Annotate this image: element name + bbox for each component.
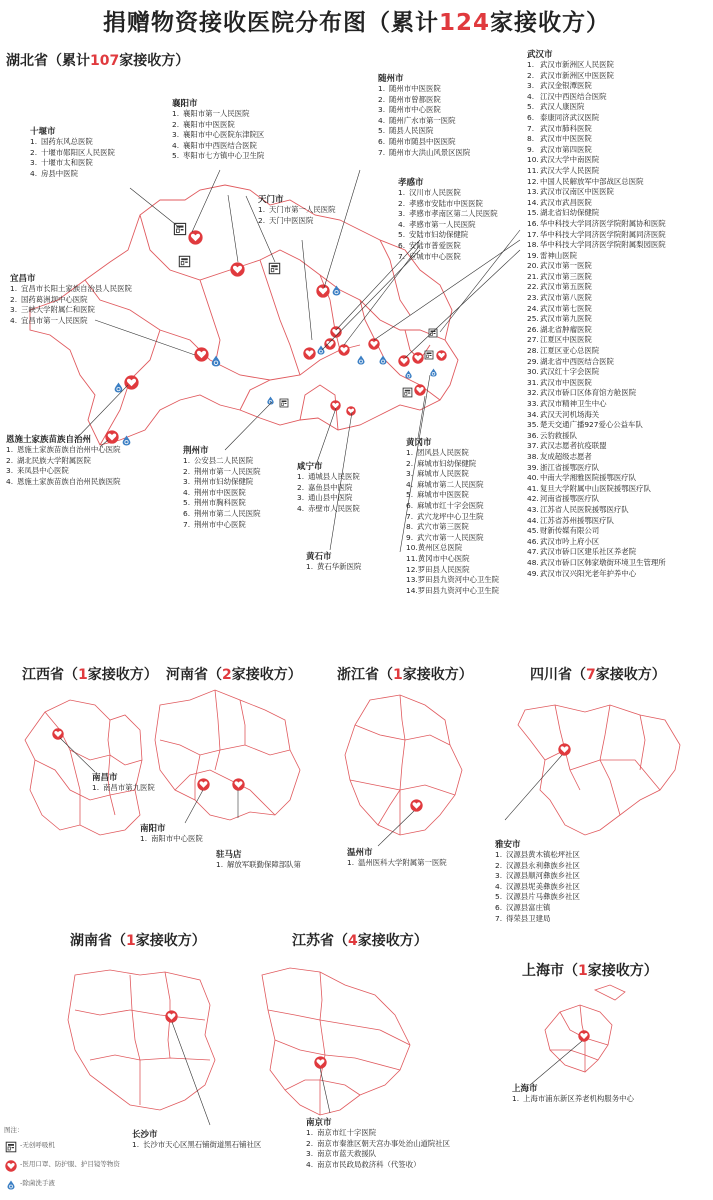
city-name: 随州市	[378, 74, 404, 84]
henan-list-zhumadian	[216, 848, 301, 871]
list-item: 49.武汉市汉兴阳光老年护养中心	[527, 568, 637, 578]
list-item: 5. 安陆市妇幼保健院	[398, 230, 469, 240]
drop-icon	[115, 383, 123, 393]
heart-supplies-icon	[346, 406, 356, 416]
heart-supplies-icon	[188, 230, 202, 244]
list-item: 2. 汉源县永利彝族乡社区	[495, 860, 580, 870]
list-item: 1. 通城县人民医院	[297, 472, 360, 481]
ventilator-icon	[179, 256, 189, 266]
list-item: 14.罗田县九资河中心卫生院	[406, 585, 500, 595]
city-name: 雅安市	[495, 840, 521, 850]
ventilator-icon	[403, 388, 412, 397]
list-item: 23.武汉市第八医院	[527, 293, 592, 303]
list-item: 1. 公安县二人民医院	[183, 456, 254, 465]
zhejiang-list	[347, 846, 447, 869]
list-item: 41.复旦大学附属中山医院援鄂医疗队	[527, 483, 651, 493]
city-block-shiyan	[30, 125, 115, 179]
list-item: 6. 麻城市红十字会医院	[406, 500, 484, 510]
city-name: 南阳市	[140, 824, 166, 834]
list-item: 18.华中科技大学同济医学院附属梨园医院	[527, 240, 666, 250]
legend	[4, 1125, 120, 1190]
list-item: 4. 宜昌市第一人民医院	[10, 315, 88, 325]
city-block-xiaogan	[398, 176, 498, 262]
list-item: 4. 恩施土家族苗族自治州民族医院	[6, 476, 121, 486]
list-item: 2. 南京市秦淮区朝天宫办事处治山道院社区	[306, 1138, 451, 1148]
list-item: 9. 武穴市第一人民医院	[406, 532, 484, 542]
list-item: 15.湖北省妇幼保健院	[527, 208, 600, 218]
list-item: 14.武汉市武昌医院	[527, 197, 592, 207]
list-item: 37.武汉志愿者抗疫联盟	[527, 441, 607, 451]
jiangsu-list	[306, 1116, 450, 1170]
legend-item-ventilator: -无创呼吸机	[20, 1140, 55, 1149]
list-item: 7. 武汉市肺科医院	[527, 123, 592, 133]
hunan-title: 湖南省（1家接收方）	[70, 933, 206, 949]
list-item: 20.武汉市第一医院	[527, 261, 592, 271]
drop-icon	[405, 370, 411, 378]
ventilator-icon	[425, 351, 433, 359]
list-item: 1. 长沙市天心区黑石铺街道黑石铺社区	[132, 1140, 262, 1149]
legend-title: 图注：	[4, 1126, 24, 1134]
list-item: 1. 宜昌市长阳土家族自治县人民医院	[10, 284, 132, 293]
list-item: 3. 十堰市太和医院	[30, 158, 93, 168]
jiangxi-list	[92, 771, 155, 794]
heart-supplies-icon	[197, 778, 209, 790]
list-item: 4. 孝感市第一人民医院	[398, 219, 476, 229]
shanghai-title: 上海市（1家接收方）	[522, 963, 658, 979]
city-name: 长沙市	[132, 1130, 158, 1140]
list-item: 5. 汉源县片马彝族乡社区	[495, 892, 580, 902]
list-item: 38.友成超级志愿者	[527, 451, 592, 461]
list-item: 1. 解放军联勤保障部队第	[216, 860, 301, 869]
list-item: 36.云豹救援队	[527, 430, 577, 440]
shanghai-map	[545, 985, 625, 1072]
list-item: 5. 麻城市中医医院	[406, 490, 469, 500]
heart-supplies-icon	[303, 347, 315, 359]
list-item: 1. 汉源县黄木镇松坪社区	[495, 850, 580, 859]
list-item: 45.财新传媒有限公司	[527, 526, 600, 536]
city-block-xiangyang	[172, 97, 264, 162]
list-item: 26.湖北省肿瘤医院	[527, 324, 592, 334]
list-item: 3. 通山县中医院	[297, 493, 353, 503]
list-item: 4. 麻城市第二人民医院	[406, 479, 484, 489]
city-block-wuhan	[527, 48, 666, 579]
list-item: 17.华中科技大学同济医学院附属同济医院	[527, 229, 666, 239]
zhejiang-map	[345, 695, 462, 835]
heart-supplies-icon	[578, 1030, 589, 1041]
list-item: 42.河南省援鄂医疗队	[527, 494, 600, 504]
hunan-map	[68, 970, 215, 1110]
sichuan-title: 四川省（7家接收方）	[530, 667, 666, 683]
list-item: 3. 三峡大学附属仁和医院	[10, 305, 95, 315]
heart-supplies-icon	[558, 743, 570, 755]
drop-icon	[123, 436, 131, 446]
shanghai-list	[512, 1082, 634, 1105]
list-item: 6. 随州市随县中医医院	[378, 136, 456, 146]
ventilator-icon	[429, 329, 437, 337]
city-name: 温州市	[347, 848, 373, 858]
city-name: 天门市	[258, 195, 284, 205]
list-item: 12.罗田县人民医院	[406, 564, 470, 574]
list-item: 3. 汉源县顺河彝族乡社区	[495, 871, 580, 881]
list-item: 7. 随州市大洪山风景区医院	[378, 147, 471, 157]
list-item: 3. 南京市蓝天救援队	[306, 1149, 377, 1159]
list-item: 2. 武汉市新洲区中医医院	[527, 70, 614, 80]
page-title: 捐赠物资接收医院分布图（累计124家接收方）	[102, 10, 610, 36]
city-name: 孝感市	[398, 178, 424, 188]
heart-supplies-icon	[165, 1010, 177, 1022]
list-item: 1. 黄石华新医院	[306, 562, 362, 571]
city-block-huanggang	[406, 436, 499, 596]
list-item: 11.黄冈市中心医院	[406, 553, 470, 563]
list-item: 12.中国人民解放军中部战区总医院	[527, 176, 644, 186]
list-item: 10.黄州区总医院	[406, 543, 463, 553]
heart-supplies-icon	[398, 355, 409, 366]
list-item: 1. 温州医科大学附属第一医院	[347, 858, 447, 867]
list-item: 8. 武汉市中医医院	[527, 134, 592, 144]
list-item: 7. 应城市中心医院	[398, 251, 461, 261]
city-name: 恩施土家族苗族自治州	[6, 435, 92, 445]
city-name: 上海市	[512, 1084, 538, 1094]
list-item: 4. 荆州市中医医院	[183, 487, 246, 497]
city-name: 南京市	[306, 1118, 332, 1128]
zhejiang-title: 浙江省（1家接收方）	[337, 667, 473, 683]
sichuan-list	[495, 838, 580, 924]
ventilator-icon	[269, 263, 279, 273]
drop-icon	[212, 356, 220, 367]
list-item: 1. 团风县人民医院	[406, 448, 469, 457]
city-name: 荆州市	[183, 446, 209, 456]
list-item: 1. 随州市中医医院	[378, 84, 441, 93]
city-block-xianning	[297, 460, 360, 514]
heart-supplies-icon	[52, 728, 63, 739]
hubei-title: 湖北省（累计107家接收方）	[6, 53, 190, 69]
jiangxi-map	[25, 700, 142, 835]
list-item: 16.华中科技大学同济医学院附属协和医院	[527, 218, 666, 228]
list-item: 2. 孝感市安陆市中医医院	[398, 198, 483, 208]
drop-icon	[358, 356, 365, 365]
list-item: 2. 国药葛洲坝中心医院	[10, 294, 88, 304]
list-item: 3. 随州市中心医院	[378, 105, 441, 115]
list-item: 27.江夏区中医医院	[527, 335, 592, 345]
heart-supplies-icon	[314, 1056, 326, 1068]
list-item: 6. 荆州市第二人民医院	[183, 508, 261, 518]
list-item: 4. 随州广水市第一医院	[378, 115, 456, 125]
list-item: 1. 武汉市新洲区人民医院	[527, 60, 614, 69]
list-item: 1. 上海市浦东新区养老机构服务中心	[512, 1094, 634, 1103]
list-item: 21.武汉市第三医院	[527, 271, 592, 281]
list-item: 1. 襄阳市第一人民医院	[172, 109, 250, 118]
list-item: 1. 南阳市中心医院	[140, 834, 203, 843]
city-name: 南昌市	[92, 773, 118, 783]
list-item: 30.武汉红十字会医院	[527, 367, 600, 377]
list-item: 3. 来凤县中心医院	[6, 466, 69, 476]
list-item: 11.武汉大学人民医院	[527, 165, 600, 175]
list-item: 44.江苏省苏州援鄂医疗队	[527, 515, 614, 525]
list-item: 32.武汉市硚口区体育馆方舱医院	[527, 388, 637, 398]
list-item: 6. 汉源县富庄镇	[495, 902, 551, 912]
henan-title: 河南省（2家接收方）	[166, 667, 302, 683]
list-item: 1. 天门市第一人民医院	[258, 205, 336, 214]
list-item: 6. 泰康同济武汉医院	[527, 112, 600, 122]
city-block-huangshi	[306, 550, 361, 573]
list-item: 4. 汉源县坭美彝族乡社区	[495, 881, 580, 891]
heart-supplies-icon	[230, 262, 244, 276]
list-item: 2. 随州市曾都医院	[378, 94, 441, 104]
list-item: 13.罗田县九资河中心卫生院	[406, 575, 500, 585]
list-item: 3. 武汉金银潭医院	[527, 81, 592, 91]
list-item: 9. 武汉市第四医院	[527, 144, 592, 154]
list-item: 28.江夏区亚心总医院	[527, 346, 600, 356]
list-item: 1. 南京市红十字医院	[306, 1128, 377, 1137]
list-item: 7. 武穴龙坪中心卫生院	[406, 511, 484, 521]
heart-supplies-icon	[232, 778, 244, 790]
list-item: 2. 湖北民族大学附属医院	[6, 455, 91, 465]
heart-supplies-icon	[316, 284, 329, 297]
list-item: 3. 襄阳市中心医院东津院区	[172, 130, 265, 140]
list-item: 5. 枣阳市七方镇中心卫生院	[172, 151, 265, 161]
heart-supplies-icon	[414, 384, 425, 395]
list-item: 47.武汉市硚口区建乐社区养老院	[527, 547, 637, 557]
heart-supplies-icon	[368, 338, 379, 349]
city-block-suizhou	[378, 72, 470, 158]
ventilator-icon	[280, 399, 288, 407]
list-item: 40.中南大学湘雅医院援鄂医疗队	[527, 473, 637, 483]
city-name: 十堰市	[30, 127, 56, 137]
city-name: 黄冈市	[406, 438, 432, 448]
city-name: 武汉市	[527, 50, 553, 60]
list-item: 3. 麻城市人民医院	[406, 469, 469, 479]
list-item: 5. 武汉人康医院	[527, 102, 585, 112]
list-item: 3. 荆州市妇幼保健院	[183, 477, 254, 487]
henan-list-nanyang	[140, 822, 203, 845]
list-item: 1. 汉川市人民医院	[398, 188, 461, 197]
list-item: 2. 襄阳市中医医院	[172, 119, 235, 129]
list-item: 4. 房县中医院	[30, 168, 78, 178]
city-name: 咸宁市	[297, 462, 323, 472]
list-item: 10.武汉大学中南医院	[527, 155, 600, 165]
city-block-enshi	[6, 433, 120, 487]
list-item: 43.江苏省人民医院援鄂医疗队	[527, 504, 629, 514]
list-item: 2. 荆州市第一人民医院	[183, 466, 261, 476]
list-item: 5. 荆州市胸科医院	[183, 498, 246, 508]
list-item: 2. 天门中医医院	[258, 215, 314, 225]
list-item: 4. 南京市民政局救济科（代签收）	[306, 1159, 421, 1169]
sichuan-map	[518, 705, 680, 835]
list-item: 48.武汉市硚口区韩家墩街环境卫生管理所	[527, 557, 666, 567]
drop-icon	[430, 368, 436, 376]
list-item: 3. 孝感市孝南区第二人民医院	[398, 209, 498, 219]
list-item: 1. 恩施土家族苗族自治州中心医院	[6, 445, 121, 454]
list-item: 22.武汉市第五医院	[527, 282, 592, 292]
jiangxi-title: 江西省（1家接收方）	[22, 667, 158, 683]
list-item: 1. 国药东风总医院	[30, 137, 93, 146]
heart-supplies-icon	[338, 344, 349, 355]
heart-supplies-icon	[436, 350, 446, 360]
list-item: 13.武汉市汉南区中医医院	[527, 187, 614, 197]
list-item: 46.武汉市吟上府小区	[527, 536, 600, 546]
legend-item-sanitizer: -除菌洗手液	[20, 1178, 55, 1187]
list-item: 7. 得荣县卫建局	[495, 913, 551, 923]
city-name: 襄阳市	[172, 99, 198, 109]
list-item: 4. 江汉中西医结合医院	[527, 91, 607, 101]
list-item: 4. 襄阳市中西医结合医院	[172, 140, 257, 150]
drop-icon	[333, 286, 341, 296]
list-item: 19.雷神山医院	[527, 250, 577, 260]
city-name: 驻马店	[216, 850, 242, 860]
henan-map	[155, 690, 300, 820]
list-item: 7. 荆州市中心医院	[183, 519, 246, 529]
list-item: 29.湖北省中西医结合医院	[527, 356, 614, 366]
heart-supplies-icon	[124, 375, 138, 389]
list-item: 39.浙江省援鄂医疗队	[527, 462, 600, 472]
list-item: 2. 十堰市郧阳区人民医院	[30, 147, 115, 157]
list-item: 35.楚天交通广播927爱心公益车队	[527, 420, 643, 430]
jiangsu-map	[262, 968, 410, 1115]
list-item: 31.武汉市中医医院	[527, 377, 592, 387]
drop-icon	[380, 356, 387, 365]
city-block-tianmen	[258, 193, 336, 226]
city-block-yichang	[10, 272, 132, 326]
list-item: 2. 嘉鱼县中医院	[297, 482, 353, 492]
heart-supplies-icon	[412, 352, 423, 363]
list-item: 34.武汉天河机场海关	[527, 409, 600, 419]
city-name: 黄石市	[306, 552, 332, 562]
jiangsu-title: 江苏省（4家接收方）	[292, 933, 428, 949]
list-item: 1. 南昌市第九医院	[92, 783, 155, 792]
drop-icon	[318, 346, 325, 355]
hunan-list	[132, 1128, 261, 1151]
heart-supplies-icon	[410, 799, 422, 811]
list-item: 33.武汉市精神卫生中心	[527, 399, 607, 408]
list-item: 24.武汉市第七医院	[527, 303, 592, 313]
city-name: 宜昌市	[10, 274, 36, 284]
list-item: 8. 武穴市第三医院	[406, 522, 469, 532]
list-item: 2. 麻城市妇幼保健院	[406, 458, 477, 468]
heart-supplies-icon	[324, 338, 335, 349]
list-item: 5. 随县人民医院	[378, 126, 434, 136]
list-item: 4. 赤壁市人民医院	[297, 503, 360, 513]
city-block-jingzhou	[183, 444, 261, 530]
legend-item-supplies: -医用口罩、防护服、护目镜等物资	[20, 1159, 120, 1168]
heart-supplies-icon	[194, 347, 208, 361]
list-item: 6. 安陆市普爱医院	[398, 240, 461, 250]
list-item: 25.武汉市第九医院	[527, 314, 592, 324]
